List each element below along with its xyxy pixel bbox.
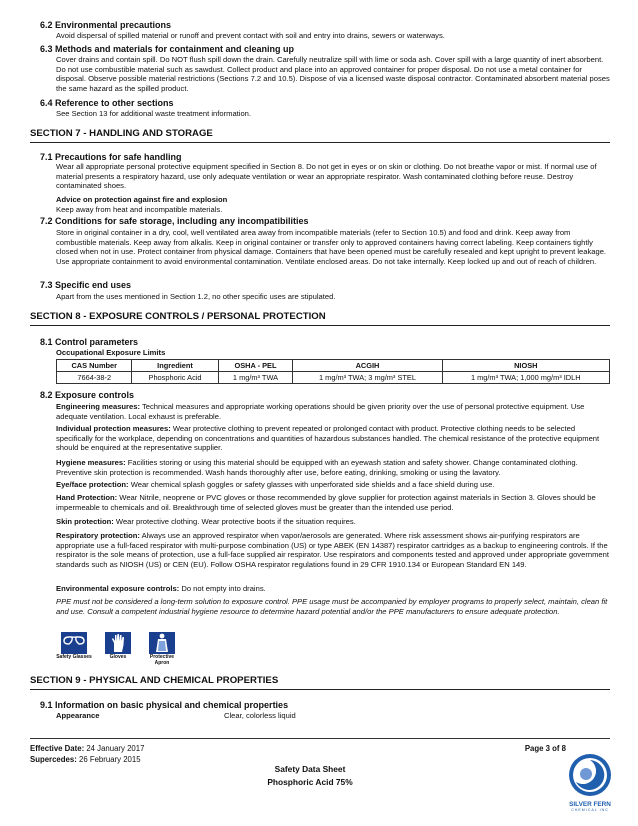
- cell-osha: 1 mg/m³ TWA: [218, 372, 293, 384]
- ppe-gloves: [100, 632, 136, 661]
- heading-8-1: 8.1 Control parameters: [40, 337, 139, 347]
- heading-6-3: 6.3 Methods and materials for containment and cleaning up: [40, 44, 295, 54]
- skin-label: Skin protection:: [56, 517, 114, 526]
- heading-7-2: 7.2 Conditions for safe storage, including any incompatibilities: [40, 216, 309, 226]
- individual-label: Individual protection measures:: [56, 424, 171, 433]
- ppe-protective-apron: [144, 632, 180, 666]
- eye-label: Eye/face protection:: [56, 480, 129, 489]
- eye-face-protection: [56, 480, 612, 490]
- footer-divider: [30, 738, 610, 739]
- fern-swirl-icon: [562, 752, 618, 798]
- skin-protection: [56, 517, 612, 527]
- heading-7-3: 7.3 Specific end uses: [40, 280, 132, 290]
- fire-protection-label: Advice on protection against fire and explosion: [56, 195, 228, 204]
- silver-fern-logo: [562, 752, 618, 818]
- hand-text: Wear Nitrile, neoprene or PVC gloves or those recommended by glove supplier for protection against materials in Section 3. Gloves should be impermeable to chemicals and oil. Breakthrough time of selected gloves must be greater than the intended use period.: [56, 493, 596, 512]
- page-number: Page 3 of 8: [524, 744, 566, 753]
- col-osha: OSHA - PEL: [218, 360, 293, 372]
- engineering-text: Technical measures and appropriate working operations should be given priority over the use of personal protective equipment. Use adequate ventilation. Local exhaust is preferable.: [56, 402, 585, 421]
- heading-6-4: 6.4 Reference to other sections: [40, 98, 174, 108]
- document-title: Safety Data Sheet: [274, 764, 346, 774]
- hygiene-label: Hygiene measures:: [56, 458, 126, 467]
- text-7-2: Store in original container in a dry, cool, well ventilated area away from incompatible materials (refer to Section 10.5) and food and drink. Keep away from combustible materials. Keep away from alkalis. Keep in original container or transfer only to approved containers having correct labeling. Keep containers tightly closed when not in use. Protect container from physical damage. Containers that have been opened must be carefully resealed and kept upright to prevent leakage. Use appropriate containment to avoid environmental contamination. Ventilate enclosed areas. Do not take internally. Keep locked up and out of reach of children.: [56, 228, 607, 266]
- appearance-label: Appearance: [56, 711, 100, 720]
- fire-protection-text: Keep away from heat and incompatible materials.: [56, 205, 223, 214]
- col-niosh: NIOSH: [442, 360, 609, 372]
- individual-protection: [56, 424, 612, 453]
- environmental-text: Do not empty into drains.: [179, 584, 266, 593]
- text-6-2: Avoid dispersal of spilled material or runoff and prevent contact with soil and entry into drains, sewers or waterways.: [56, 31, 445, 40]
- col-cas: CAS Number: [57, 360, 132, 372]
- text-7-1: Wear all appropriate personal protective equipment specified in Section 8. Do not get in eyes or on skin or clothing. Do not breathe vapor or mist. If normal use of material presents a respiratory hazard, use only adequate ventilation or wear an appropriate respirator. Wash contaminated clothing before reuse. Destroy contaminated shoes.: [56, 162, 597, 191]
- cell-niosh: 1 mg/m³ TWA; 1,000 mg/m³ IDLH: [442, 372, 609, 384]
- skin-text: Wear protective clothing. Wear protective boots if the situation requires.: [113, 517, 356, 526]
- logo-name: SILVER FERN: [569, 801, 611, 808]
- supercedes-value: 26 February 2015: [78, 755, 141, 764]
- effective-label: Effective Date:: [30, 744, 85, 753]
- text-6-3: Cover drains and contain spill. Do NOT flush spill down the drain. Carefully neutralize spill with lime or soda ash. Cover spill with a large quantity of inert absorbent. Do not use combustible material such as sawdust. Collect product and place into an approved container for proper disposal. Do not use a metal container for disposal. Observe possible material restrictions (Sections 7.2 and 10.5). Dispose of via a licensed waste disposal contractor. Contaminated absorbent material poses the same hazard as the spilled product.: [56, 55, 610, 93]
- product-name: Phosphoric Acid 75%: [267, 777, 353, 787]
- protective-apron-icon: [149, 632, 175, 654]
- col-ingredient: Ingredient: [132, 360, 218, 372]
- ppe-label-glasses: Safety Glasses: [56, 654, 92, 660]
- col-acgih: ACGIH: [293, 360, 442, 372]
- supercedes-date: [30, 755, 141, 765]
- engineering-measures: [56, 402, 612, 421]
- hygiene-measures: [56, 458, 612, 477]
- text-7-3: Apart from the uses mentioned in Section 1.2, no other specific uses are stipulated.: [56, 292, 336, 301]
- table-header-row: [57, 360, 610, 372]
- gloves-icon: [105, 632, 131, 654]
- engineering-label: Engineering measures:: [56, 402, 140, 411]
- ppe-label-apron: Protective Apron: [149, 654, 175, 666]
- section-7-title: SECTION 7 - HANDLING AND STORAGE: [30, 128, 610, 143]
- logo-subtitle: CHEMICAL INC: [571, 808, 609, 812]
- text-6-4: See Section 13 for additional waste treatment information.: [56, 109, 252, 118]
- heading-6-2: 6.2 Environmental precautions: [40, 20, 172, 30]
- oel-label: Occupational Exposure Limits: [56, 348, 166, 357]
- effective-date: [30, 744, 144, 754]
- heading-7-1: 7.1 Precautions for safe handling: [40, 152, 182, 162]
- environmental-label: Environmental exposure controls:: [56, 584, 180, 593]
- cell-acgih: 1 mg/m³ TWA; 3 mg/m³ STEL: [293, 372, 442, 384]
- ppe-note: PPE must not be considered a long-term solution to exposure control. PPE usage must be accompanied by employer programs to properly select, maintain, clean fit and use. Consult a competent industrial hygiene resource to determine hazard potential and/or the PPE manufacturers to ensure adequate protection.: [56, 597, 608, 616]
- hygiene-text: Facilities storing or using this material should be equipped with an eyewash station and safety shower. Change contaminated clothing. Preventive skin protection is recommended. Wash hands thoroughly after use, before eating, drinking, smoking or using the lavatory.: [56, 458, 578, 477]
- ppe-label-gloves: Gloves: [109, 654, 127, 660]
- exposure-limits-table: [56, 359, 610, 384]
- hand-protection: [56, 493, 612, 512]
- cell-ingredient: Phosphoric Acid: [132, 372, 218, 384]
- effective-value: 24 January 2017: [86, 744, 145, 753]
- appearance-value: Clear, colorless liquid: [224, 711, 296, 720]
- eye-text: Wear chemical splash goggles or safety glasses with unperforated side shields and a face shield during use.: [128, 480, 495, 489]
- heading-9-1: 9.1 Information on basic physical and chemical properties: [40, 700, 289, 710]
- heading-8-2: 8.2 Exposure controls: [40, 390, 135, 400]
- respiratory-protection: [56, 531, 612, 569]
- individual-text: Wear protective clothing to prevent repeated or prolonged contact with product. Protective clothing needs to be selected specifically for the workplace, depending on concentrations and quantities of hazardous substances handled. The chemical resistance of the protective equipment should be enquired at the representative supplier.: [56, 424, 600, 453]
- respiratory-text: Always use an approved respirator when vapor/aerosols are generated. Where risk assessment shows air-purifying respirators are appropriate use a full-faced respirator with multi-purpose combination (US) or type ABEK (EN 14387) respirator cartridges as a backup to engineering controls. If the respirator is the sole means of protection, use a full-face supplied air respirator. Use respirators and components tested and approved under appropriate government standards such as NIOSH (US) or CEN (EU). Follow OSHA respirator regulations found in 29 CFR 1910.134 or European Standard EN 149.: [56, 531, 609, 569]
- supercedes-label: Supercedes:: [30, 755, 77, 764]
- safety-glasses-icon: [61, 632, 87, 654]
- table-row: [57, 372, 610, 384]
- section-8-title: SECTION 8 - EXPOSURE CONTROLS / PERSONAL PROTECTION: [30, 311, 610, 326]
- ppe-safety-glasses: [56, 632, 92, 661]
- section-9-title: SECTION 9 - PHYSICAL AND CHEMICAL PROPERTIES: [30, 675, 610, 690]
- environmental-controls: [56, 584, 612, 594]
- cell-cas: 7664-38-2: [57, 372, 132, 384]
- hand-label: Hand Protection:: [56, 493, 118, 502]
- respiratory-label: Respiratory protection:: [56, 531, 140, 540]
